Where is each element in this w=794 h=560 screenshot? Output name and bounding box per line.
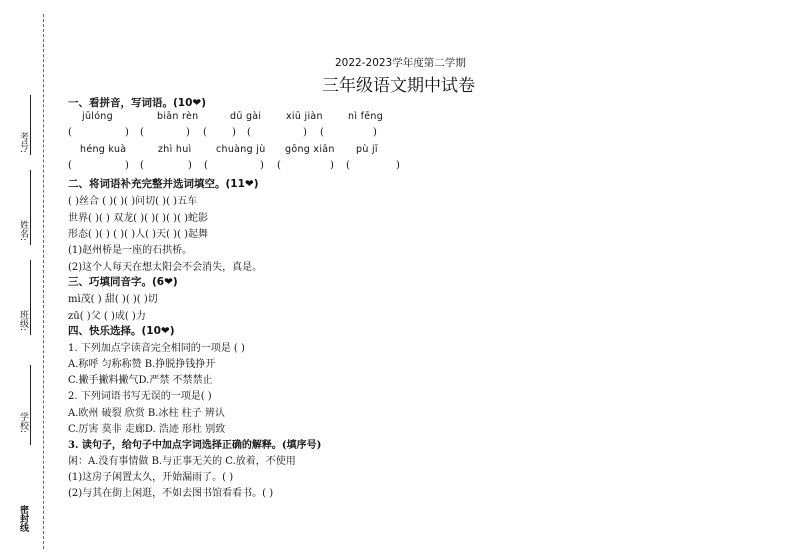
exam-number-line[interactable] xyxy=(30,95,31,155)
year-title: 2022-2023学年度第二学期 xyxy=(335,57,466,69)
section1-heading: 一、看拼音，写词语。(10❤) xyxy=(68,97,207,109)
homophone-line-2[interactable]: zū( )父 ( )成( )力 xyxy=(68,311,146,322)
pinyin: dū gài xyxy=(230,111,262,122)
blank-open: ( xyxy=(68,160,72,171)
blank-close[interactable]: ) xyxy=(373,127,377,138)
pinyin: chuàng jù xyxy=(216,144,266,155)
choice-2-options-ab[interactable]: A.欧州 破裂 欣赏 B.冰柱 柱子 辨认 xyxy=(68,408,225,419)
school-label: 学校: xyxy=(18,412,28,434)
sentence-1[interactable]: (1)这房子闲置太久，开始漏雨了。( ) xyxy=(68,472,234,483)
choice-question-3: 3. 读句子，给句子中加点字词选择正确的解释。(填序号) xyxy=(68,440,322,451)
idiom-line-1[interactable]: ( )丝合 ( )( )( )问切( )( )五车 xyxy=(68,196,198,207)
pinyin: zhì huì xyxy=(158,144,192,155)
pinyin: héng kuà xyxy=(80,144,127,155)
choice-2-options-cd[interactable]: C.厉害 莫非 走廊D. 浩迹 形杜 别致 xyxy=(68,424,226,435)
blank-close[interactable]: ) xyxy=(125,127,129,138)
exam-title: 三年级语文期中试卷 xyxy=(322,76,475,96)
pinyin: gōng xiān xyxy=(285,144,335,155)
idiom-line-3[interactable]: 形态( )( ) ( )( )人( )天( )( )起舞 xyxy=(68,229,209,240)
fill-question-2[interactable]: (2)这个人每天在想太阳会不会消失，真是。 xyxy=(68,262,263,273)
name-label: 姓名: xyxy=(18,220,28,242)
section3-heading: 三、巧填同音字。(6❤) xyxy=(68,276,178,288)
binding-dash-line xyxy=(43,14,44,549)
blank-open: ( xyxy=(203,127,207,138)
seal-line-label: 密封线 xyxy=(18,505,28,532)
exam-number-label: 考号: xyxy=(18,132,28,154)
blank-close[interactable]: ) xyxy=(396,160,400,171)
idiom-line-2[interactable]: 世界( )( ) 双龙( )( )( )( )( )蛇影 xyxy=(68,213,209,224)
choice-1-options-ab[interactable]: A.称呼 匀称称赞 B.挣脱挣钱挣开 xyxy=(68,359,216,370)
blank-open: ( xyxy=(277,160,281,171)
sentence-2[interactable]: (2)与其在街上闲逛，不如去图书馆看看书。( ) xyxy=(68,488,274,499)
fill-question-1[interactable]: (1)赵州桥是一座的石拱桥。 xyxy=(68,245,193,256)
homophone-line-1[interactable]: mì茂( ) 甜( )( )( )切 xyxy=(68,294,158,305)
pinyin: biān rèn xyxy=(157,111,199,122)
name-line[interactable] xyxy=(30,170,31,245)
pinyin: jūlóng xyxy=(82,111,113,122)
pinyin: nì fēng xyxy=(348,111,384,122)
school-line[interactable] xyxy=(30,365,31,445)
pinyin: xiū jiàn xyxy=(286,111,323,122)
class-label: 班级: xyxy=(18,310,28,332)
blank-open: ( xyxy=(346,160,350,171)
choice-1-options-cd[interactable]: C.撇手撇料撇气D.严禁 不禁禁止 xyxy=(68,375,213,386)
blank-close[interactable]: ) xyxy=(188,160,192,171)
choice-question-1: 1. 下列加点字读音完全相同的一项是 ( ) xyxy=(68,343,245,354)
blank-open: ( xyxy=(68,127,72,138)
section4-heading: 四、快乐选择。(10❤) xyxy=(68,325,175,337)
choice-question-2: 2. 下列词语书写无误的一项是( ) xyxy=(68,391,212,402)
blank-open: ( xyxy=(140,160,144,171)
blank-close[interactable]: ) xyxy=(125,160,129,171)
section2-heading: 二、将词语补充完整并选词填空。(11❤) xyxy=(68,178,259,190)
blank-close[interactable]: ) xyxy=(232,127,236,138)
blank-open: ( xyxy=(204,160,208,171)
blank-close[interactable]: ) xyxy=(186,127,190,138)
blank-close[interactable]: ) xyxy=(260,160,264,171)
blank-close[interactable]: ) xyxy=(303,127,307,138)
definition-line: 闲：A.没有事情做 B.与正事无关的 C.放着，不使用 xyxy=(68,456,296,467)
blank-close[interactable]: ) xyxy=(330,160,334,171)
blank-open: ( xyxy=(320,127,324,138)
class-line[interactable] xyxy=(30,260,31,335)
pinyin: pù jī xyxy=(356,144,378,155)
blank-open: ( xyxy=(247,127,251,138)
blank-open: ( xyxy=(140,127,144,138)
